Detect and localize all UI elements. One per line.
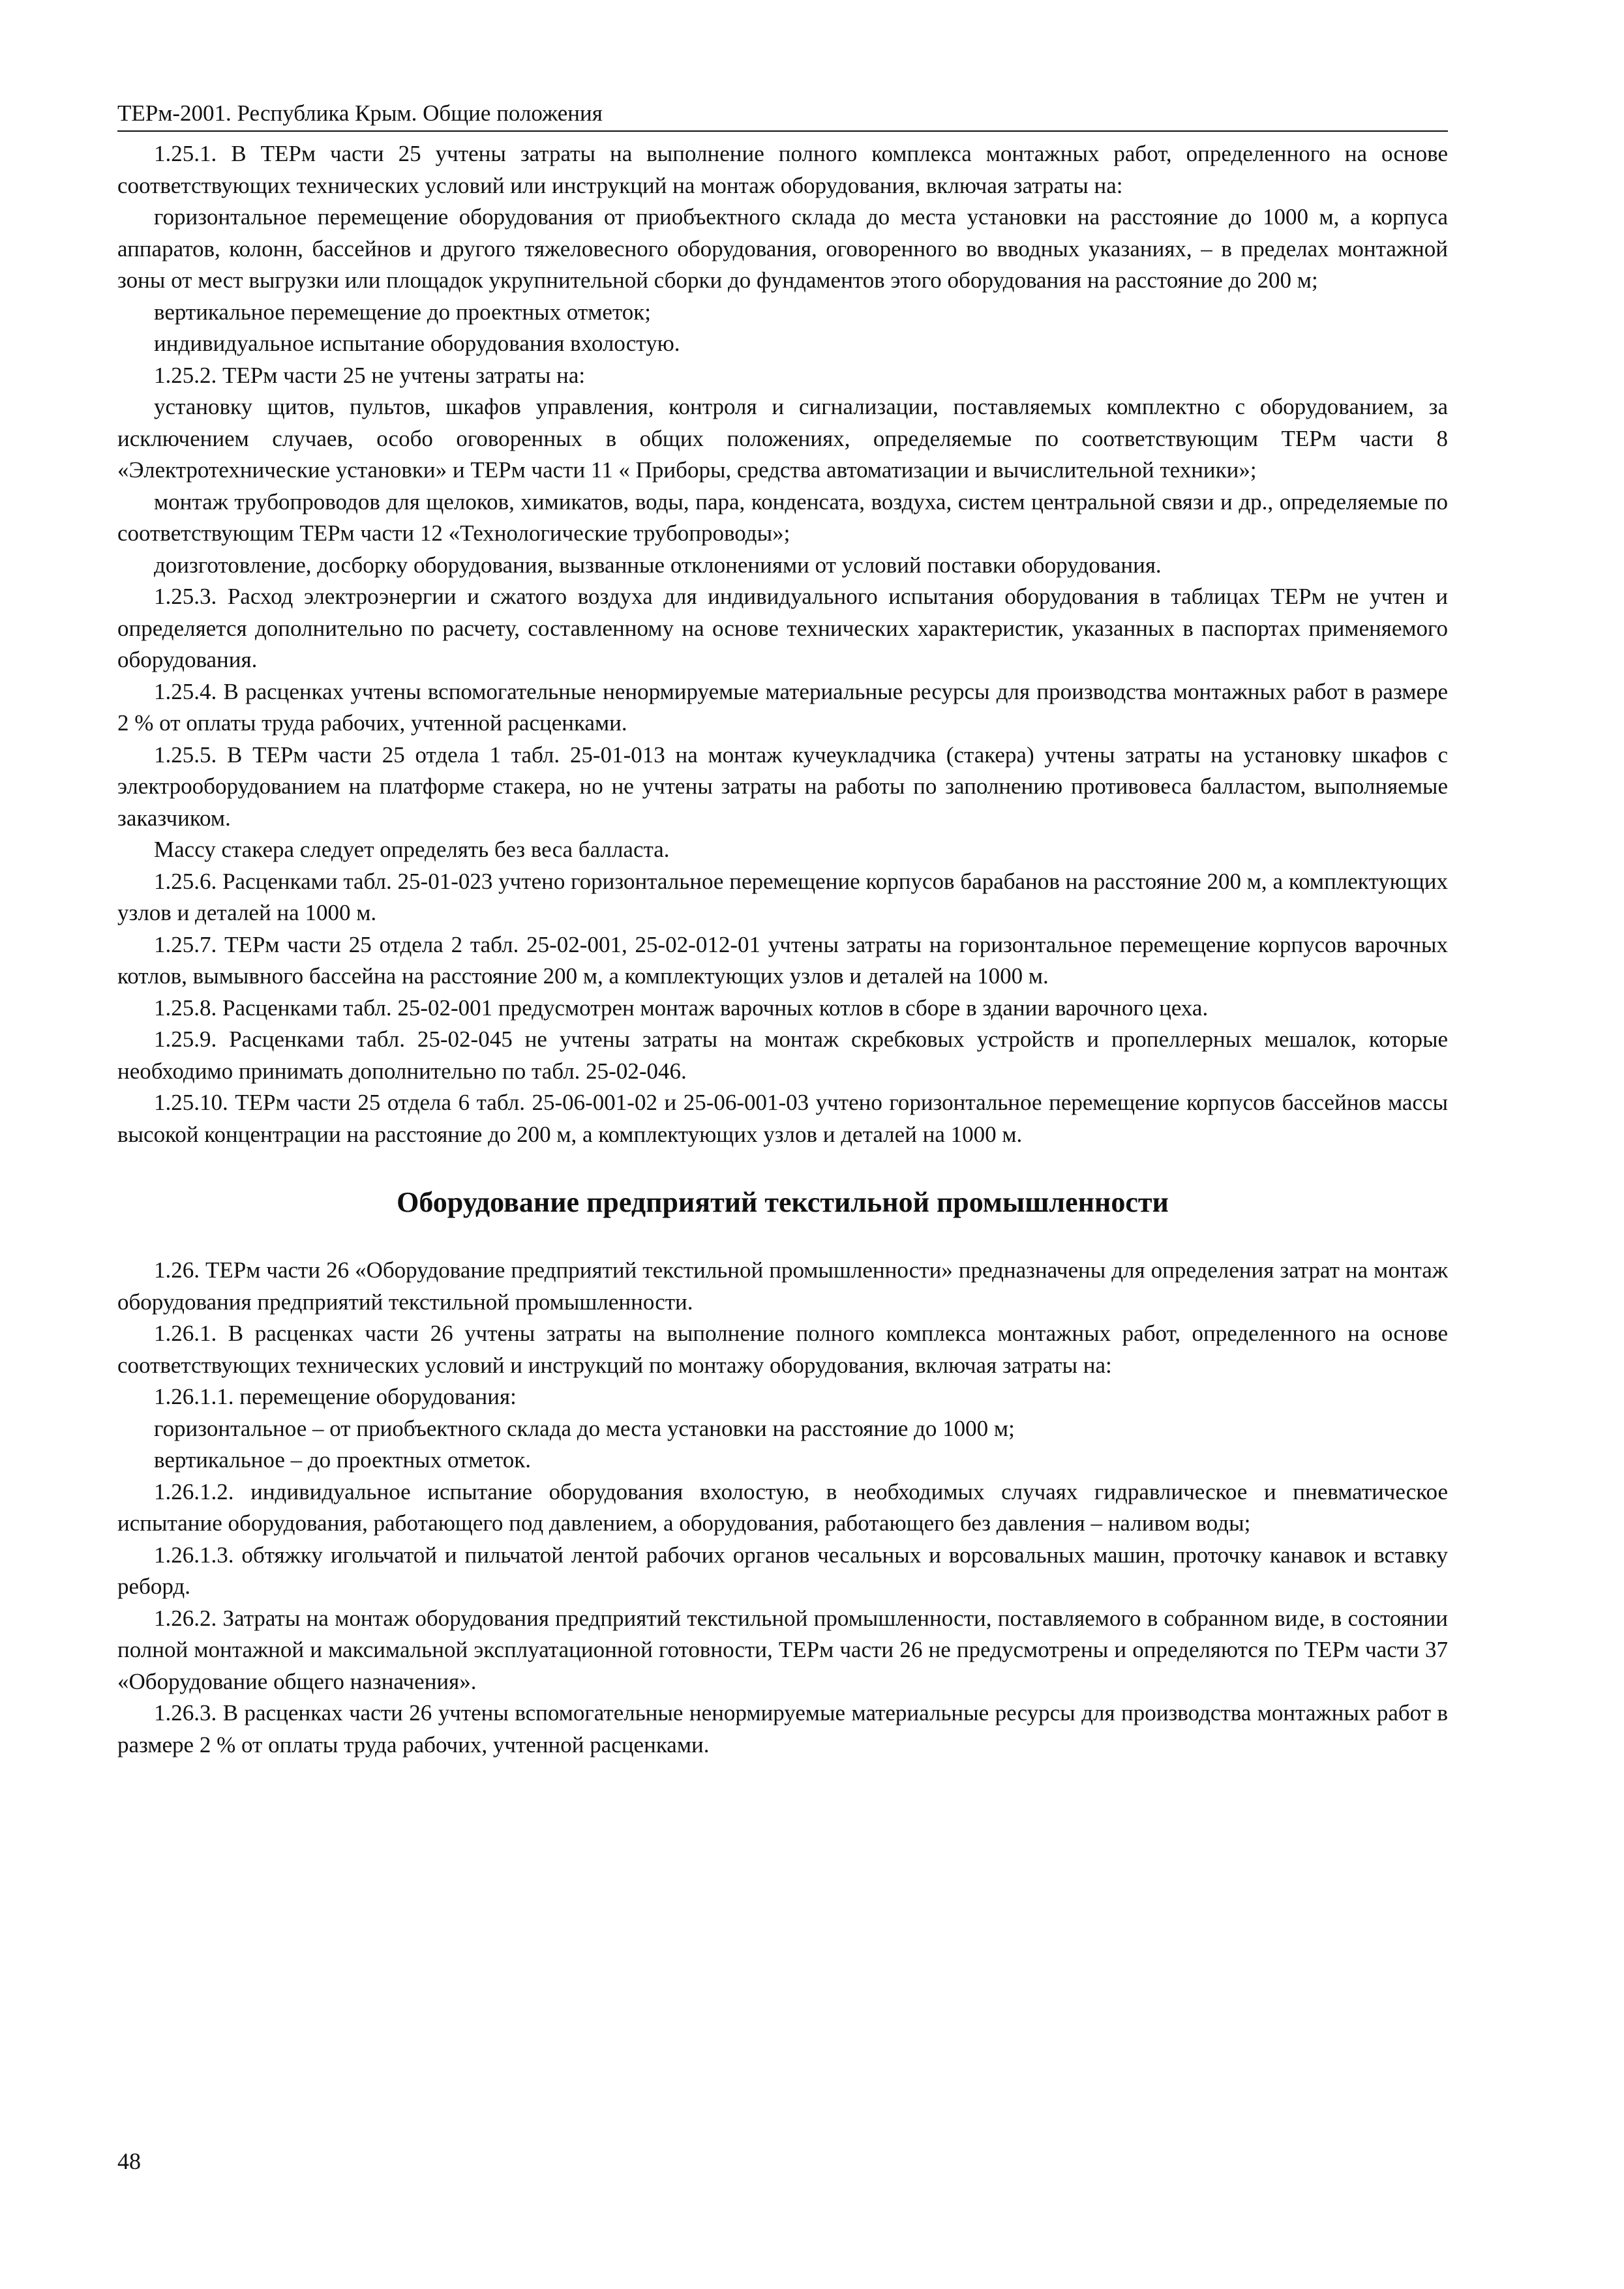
paragraph: 1.25.3. Расход электроэнергии и сжатого воздуха для индивидуального испытания оборудования в таблицах ТЕРм не учтен и определяется дополнительно по расчету, составленному на основе технических характеристик, указанных в паспортах применяемого оборудования.	[117, 584, 1448, 672]
paragraph: 1.25.9. Расценками табл. 25-02-045 не учтены затраты на монтаж скребковых устройств и пропеллерных мешалок, которые необходимо принимать дополнительно по табл. 25-02-046.	[117, 1026, 1448, 1084]
paragraph: установку щитов, пультов, шкафов управления, контроля и сигнализации, поставляемых комплектно с оборудованием, за исключением случаев, особо оговоренных в общих положениях, определяемые по соответствующим ТЕРм части 8 «Электротехнические установки» и ТЕРм части 11 « Приборы, средства автоматизации и вычислительной техники»;	[117, 394, 1448, 483]
paragraph: вертикальное – до проектных отметок.	[154, 1447, 532, 1473]
paragraph: доизготовление, досборку оборудования, вызванные отклонениями от условий поставки оборудования.	[154, 552, 1162, 578]
paragraph: горизонтальное перемещение оборудования от приобъектного склада до места установки на расстояние до 1000 м, а корпуса аппаратов, колонн, бассейнов и другого тяжеловесного оборудования, оговоренного во вводных указаниях, – в пределах монтажной зоны от мест выгрузки или площадок укрупнительной сборки до фундаментов этого оборудования на расстояние до 200 м;	[117, 204, 1448, 293]
paragraph: 1.26.1.1. перемещение оборудования:	[154, 1384, 517, 1409]
document-body	[117, 138, 1448, 1761]
running-header: ТЕРм-2001. Республика Крым. Общие положения	[117, 98, 1448, 132]
paragraph: 1.25.10. ТЕРм части 25 отдела 6 табл. 25-06-001-02 и 25-06-001-03 учтено горизонтальное перемещение корпусов бассейнов массы высокой концентрации на расстояние до 200 м, а комплектующих узлов и деталей на 1000 м.	[117, 1090, 1448, 1147]
section-1-25	[117, 138, 1448, 1150]
paragraph: 1.26.2. Затраты на монтаж оборудования предприятий текстильной промышленности, поставляемого в собранном виде, в состоянии полной монтажной и максимальной эксплуатационной готовности, ТЕРм части 26 не предусмотрены и определяются по ТЕРм части 37 «Оборудование общего назначения».	[117, 1605, 1448, 1694]
paragraph: монтаж трубопроводов для щелоков, химикатов, воды, пара, конденсата, воздуха, систем центральной связи и др., определяемые по соответствующим ТЕРм части 12 «Технологические трубопроводы»;	[117, 488, 1448, 546]
paragraph: 1.25.1. В ТЕРм части 25 учтены затраты на выполнение полного комплекса монтажных работ, определенного на основе соответствующих технических условий или инструкций на монтаж оборудования, включая затраты на:	[117, 141, 1448, 198]
page-number: 48	[117, 2148, 141, 2174]
section-1-26	[117, 1255, 1448, 1761]
paragraph: 1.25.2. ТЕРм части 25 не учтены затраты на:	[154, 362, 586, 388]
paragraph: Массу стакера следует определять без веса балласта.	[154, 837, 670, 862]
paragraph: 1.26.1. В расценках части 26 учтены затраты на выполнение полного комплекса монтажных работ, определенного на основе соответствующих технических условий и инструкций по монтажу оборудования, включая затраты на:	[117, 1321, 1448, 1378]
paragraph: индивидуальное испытание оборудования вхолостую.	[154, 331, 680, 356]
paragraph: 1.25.6. Расценками табл. 25-01-023 учтено горизонтальное перемещение корпусов барабанов на расстояние 200 м, а комплектующих узлов и деталей на 1000 м.	[117, 868, 1448, 925]
paragraph: 1.25.8. Расценками табл. 25-02-001 предусмотрен монтаж варочных котлов в сборе в здании варочного цеха.	[154, 995, 1209, 1021]
paragraph: 1.26.3. В расценках части 26 учтены вспомогательные ненормируемые материальные ресурсы для производства монтажных работ в размере 2 % от оплаты труда рабочих, учтенной расценками.	[117, 1700, 1448, 1758]
paragraph: 1.26.1.2. индивидуальное испытание оборудования вхолостую, в необходимых случаях гидравлическое и пневматическое испытание оборудования, работающего под давлением, а оборудования, работающего без давления – наливом воды;	[117, 1478, 1448, 1536]
paragraph: вертикальное перемещение до проектных отметок;	[154, 299, 651, 325]
section-heading: Оборудование предприятий текстильной промышленности	[397, 1186, 1169, 1218]
paragraph: 1.26. ТЕРм части 26 «Оборудование предприятий текстильной промышленности» предназначены для определения затрат на монтаж оборудования предприятий текстильной промышленности.	[117, 1257, 1448, 1315]
paragraph: 1.25.5. В ТЕРм части 25 отдела 1 табл. 25-01-013 на монтаж кучеукладчика (стакера) учтены затраты на установку шкафов с электрооборудованием на платформе стакера, но не учтены затраты на работы по заполнению противовеса балластом, выполняемые заказчиком.	[117, 741, 1448, 831]
paragraph: 1.25.4. В расценках учтены вспомогательные ненормируемые материальные ресурсы для производства монтажных работ в размере 2 % от оплаты труда рабочих, учтенной расценками.	[117, 678, 1448, 736]
paragraph: горизонтальное – от приобъектного склада до места установки на расстояние до 1000 м;	[154, 1415, 1015, 1441]
paragraph: 1.25.7. ТЕРм части 25 отдела 2 табл. 25-02-001, 25-02-012-01 учтены затраты на горизонтальное перемещение корпусов варочных котлов, вымывного бассейна на расстояние 200 м, а комплектующих узлов и деталей на 1000 м.	[117, 931, 1448, 989]
paragraph: 1.26.1.3. обтяжку игольчатой и пильчатой лентой рабочих органов чесальных и ворсовальных машин, проточку канавок и вставку реборд.	[117, 1542, 1448, 1599]
